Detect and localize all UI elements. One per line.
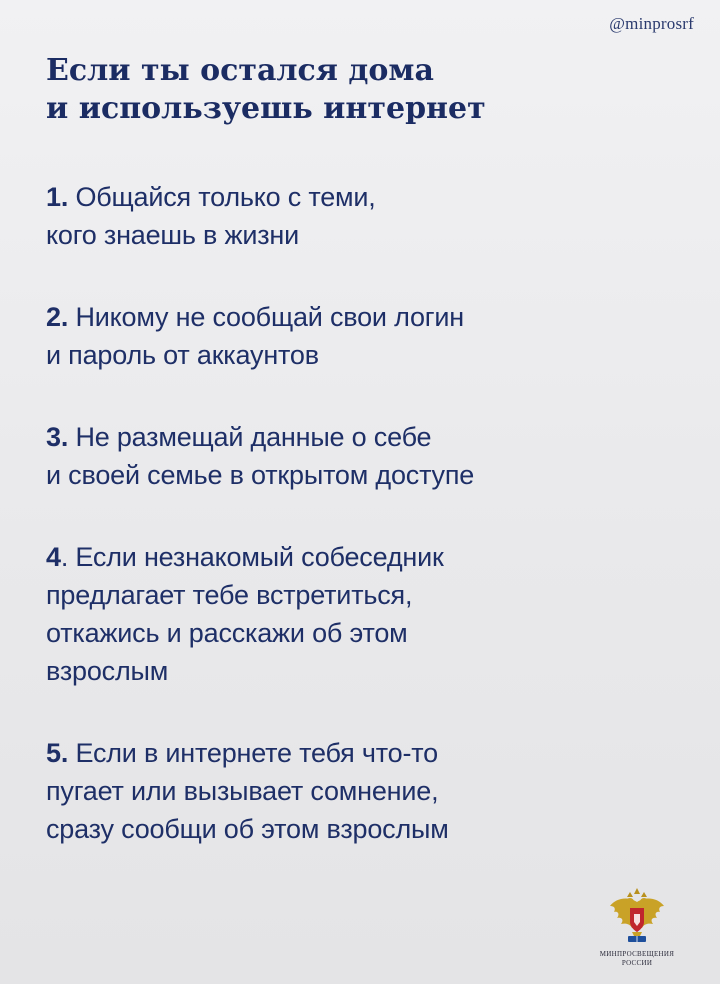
tip-item-1 <box>46 178 666 254</box>
tip-number: 3. <box>46 422 69 452</box>
tip-line: сразу сообщи об этом взрослым <box>46 814 449 844</box>
double-headed-eagle-emblem-icon <box>606 888 668 948</box>
page-title <box>46 52 606 128</box>
title-line-1: Если ты остался дома <box>46 53 434 88</box>
tip-item-2 <box>46 298 666 374</box>
ministry-caption-line-2: РОССИИ <box>621 959 653 967</box>
tip-number: 2. <box>46 302 69 332</box>
tip-text: . Если незнакомый собеседник <box>60 542 444 572</box>
tip-line: взрослым <box>46 656 169 686</box>
tip-text: Никому не сообщай свои логин <box>75 302 465 332</box>
tip-line: кого знаешь в жизни <box>46 220 300 250</box>
tip-text: Не размещай данные о себе <box>75 422 432 452</box>
tip-line: и пароль от аккаунтов <box>46 340 319 370</box>
tip-line: предлагает тебе встретиться, <box>46 580 413 610</box>
ministry-caption-line-1: МИНПРОСВЕЩЕНИЯ <box>599 950 675 958</box>
tip-line <box>46 178 666 216</box>
tip-line <box>46 538 666 576</box>
tip-text: Если в интернете тебя что-то <box>75 738 438 768</box>
title-line-2: и используешь интернет <box>46 91 486 126</box>
tip-item-4 <box>46 538 666 690</box>
social-handle: @minprosrf <box>609 14 694 33</box>
ministry-logo <box>592 888 682 978</box>
tip-text: Общайся только с теми, <box>75 182 376 212</box>
tip-number: 4 <box>46 542 61 572</box>
tip-number: 1. <box>46 182 69 212</box>
tip-item-3 <box>46 418 666 494</box>
tips-list <box>46 178 666 892</box>
tip-line <box>46 418 666 456</box>
ministry-caption <box>592 950 682 968</box>
tip-line <box>46 734 666 772</box>
tip-line: и своей семье в открытом доступе <box>46 460 475 490</box>
tip-item-5 <box>46 734 666 848</box>
tip-line: пугает или вызывает сомнение, <box>46 776 439 806</box>
tip-line <box>46 298 666 336</box>
tip-number: 5. <box>46 738 69 768</box>
tip-line: откажись и расскажи об этом <box>46 618 408 648</box>
